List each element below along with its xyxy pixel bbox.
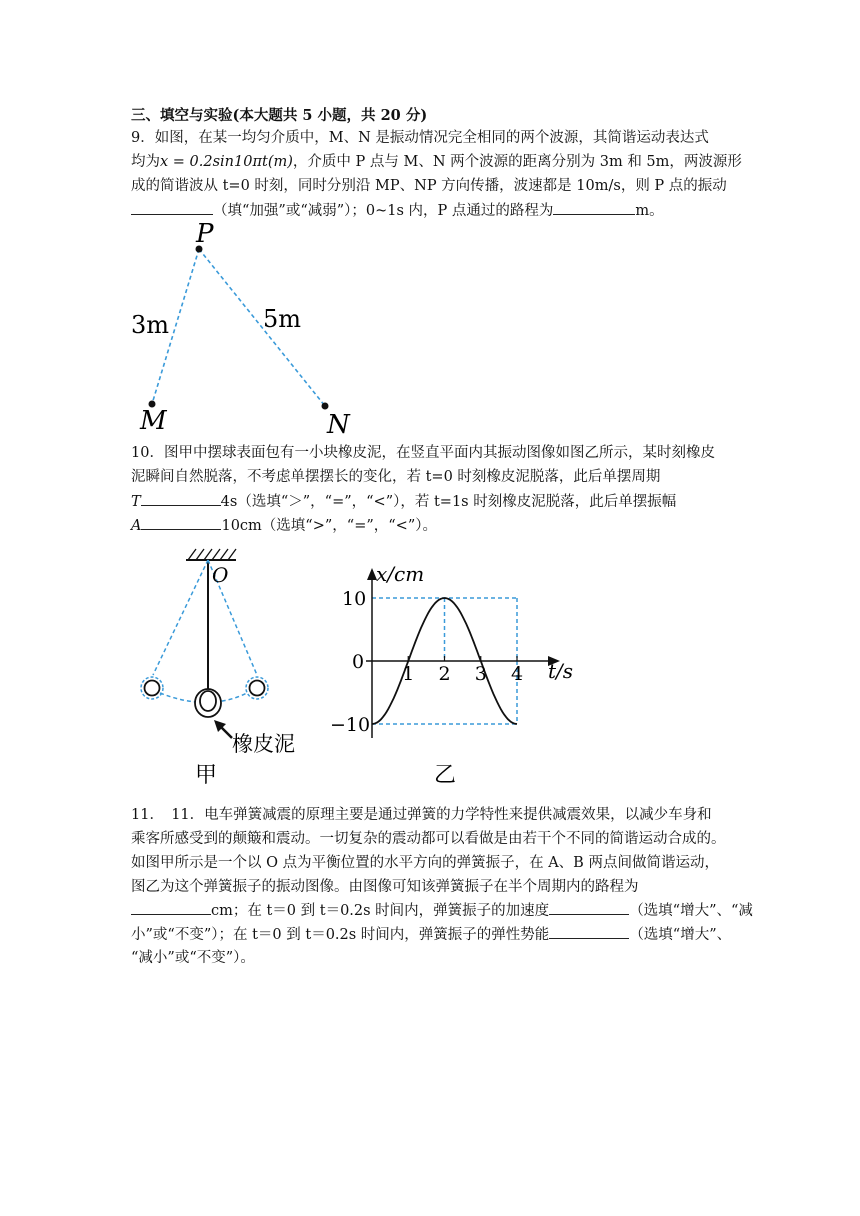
caption-jia: 甲	[195, 763, 218, 788]
q10-line-4-a: A	[131, 518, 142, 534]
q9-label-5m: 5m	[263, 305, 302, 333]
q9-label-m: M	[140, 406, 167, 436]
putty-label: 橡皮泥	[232, 732, 295, 756]
q11-line-2: 乘客所感受到的颠簸和震动。一切复杂的震动都可以看做是由若干个不同的简谐运动合成的。	[131, 831, 726, 847]
q9-line-4-b: m。	[635, 203, 664, 219]
q10-line-4-b: 10cm（选填“>”，“=”，“<”）。	[221, 518, 437, 534]
q10-line-1: 10．图甲中摆球表面包有一小块橡皮泥，在竖直平面内其振动图像如图乙所示，某时刻橡皮	[131, 445, 715, 461]
q11-line-3: 如图甲所示是一个以 O 点为平衡位置的水平方向的弹簧振子，在 A、B 两点间做简谐运动，	[131, 855, 719, 871]
y-tick-label-2: −10	[330, 714, 371, 736]
x-tick-label-4: 4	[511, 663, 524, 685]
y-axis-label: x/cm	[376, 562, 425, 586]
section-title: 三、填空与实验(本大题共 5 小题，共 20 分)	[131, 107, 428, 124]
q9-line-2-b: ，介质中 P 点与 M、N 两个波源的距离分别为 3m 和 5m，两波源形	[292, 154, 742, 170]
q10-line-2: 泥瞬间自然脱落，不考虑单摆摆长的变化，若 t=0 时刻橡皮泥脱落，此后单摆周期	[131, 469, 661, 485]
q11-line-5-a: cm；在 t＝0 到 t＝0.2s 时间内，弹簧振子的加速度	[211, 903, 550, 919]
q9-line-4-a: （填“加强”或“减弱”）；0~1s 内，P 点通过的路程为	[213, 203, 554, 219]
q9-formula: x = 0.2sin10πt(m)	[160, 154, 293, 170]
q9-line-2-a: 均为	[131, 154, 160, 170]
q11-line-7: “减小”或“不变”）。	[131, 950, 255, 966]
q11-blank-1[interactable]	[131, 900, 211, 915]
q9-label-3m: 3m	[131, 311, 170, 339]
q11-line-6-b: （选填“增大”、	[629, 927, 732, 943]
q9-label-n: N	[327, 410, 350, 440]
pivot-label-o: O	[212, 563, 229, 587]
q11-line-5	[131, 900, 753, 921]
q9-line-3: 成的简谐波从 t=0 时刻，同时分别沿 MP、NP 方向传播，波速都是 10m/s，则 P 点的振动	[131, 178, 727, 194]
q10-line-3-b: 4s（选填“＞”，“=”，“<”），若 t=1s 时刻橡皮泥脱落，此后单摆振幅	[220, 494, 677, 510]
q11-line-6	[131, 924, 731, 945]
x-axis-label: t/s	[548, 659, 574, 683]
q11-blank-2[interactable]	[549, 900, 629, 915]
y-tick-label-1: 0	[352, 651, 365, 673]
q11-line-5-b: （选填“增大”、“减	[629, 903, 753, 919]
q11-blank-3[interactable]	[549, 924, 629, 939]
q9-label-p: P	[196, 219, 214, 249]
q11-line-1: 11． 11．电车弹簧减震的原理主要是通过弹簧的力学特性来提供减震效果，以减少车身和	[131, 807, 712, 823]
x-tick-label-1: 1	[402, 663, 415, 685]
q11-line-6-a: 小”或“不变”）；在 t＝0 到 t＝0.2s 时间内，弹簧振子的弹性势能	[131, 927, 550, 943]
y-tick-label-0: 10	[342, 588, 367, 610]
q10-line-3-a: T	[131, 494, 141, 510]
caption-yi: 乙	[434, 763, 457, 788]
x-tick-label-3: 3	[474, 663, 487, 685]
x-tick-label-2: 2	[438, 663, 451, 685]
q9-line-1: 9．如图，在某一均匀介质中，M、N 是振动情况完全相同的两个波源，其简谐运动表达式	[131, 130, 709, 146]
q11-line-4: 图乙为这个弹簧振子的振动图像。由图像可知该弹簧振子在半个周期内的路程为	[131, 879, 639, 895]
